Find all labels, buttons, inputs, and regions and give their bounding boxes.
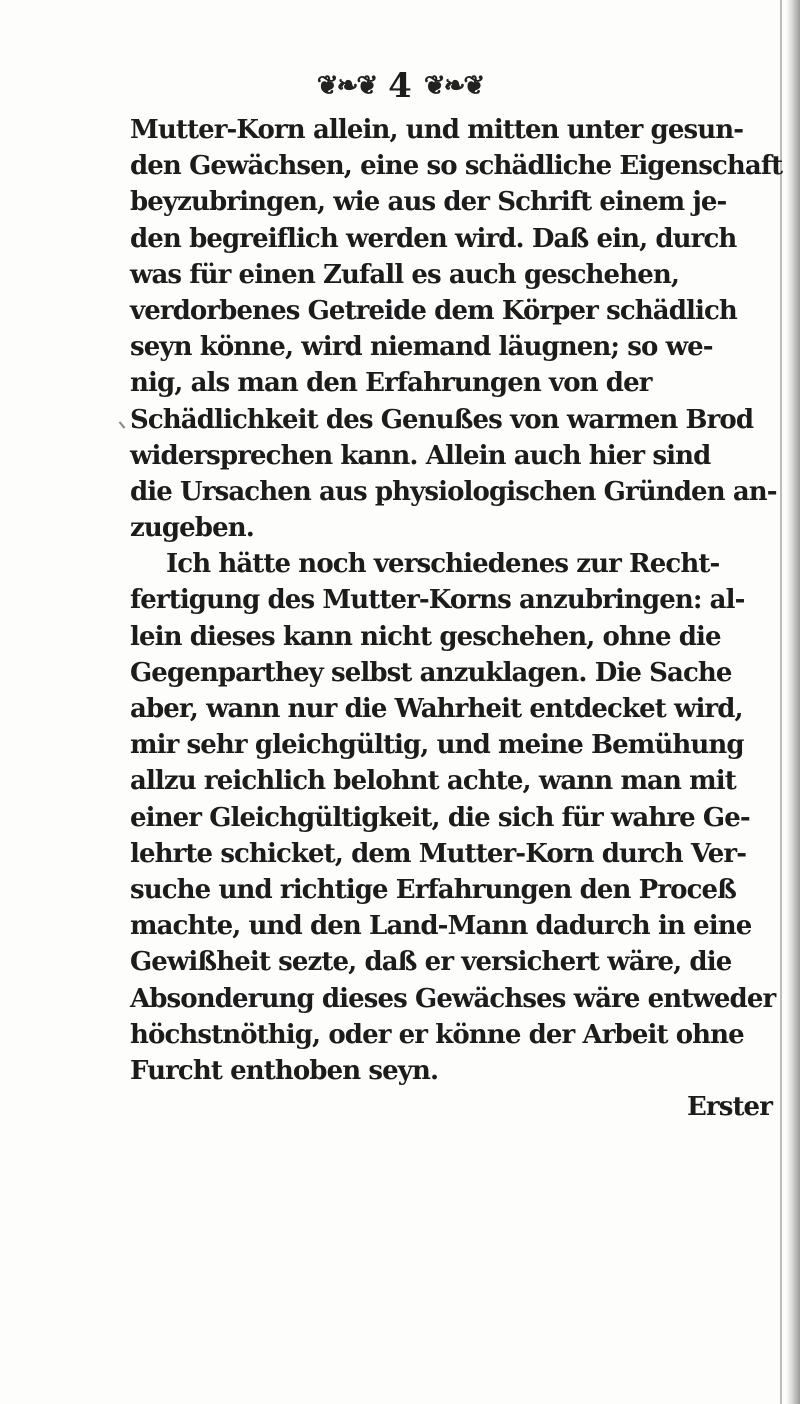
text-line: den Gewächsen, eine so schädliche Eigenschaft — [130, 151, 783, 182]
text-line: beyzubringen, wie aus der Schrift einem je- — [130, 187, 727, 218]
text-line: mir sehr gleichgültig, und meine Bemühung — [130, 730, 744, 761]
text-line: nig, als man den Erfahrungen von der — [130, 368, 652, 399]
text-line: höchstnöthig, oder er könne der Arbeit ohne — [130, 1019, 744, 1050]
paragraph-start-line: Ich hätte noch verschiedenes zur Recht- — [166, 549, 720, 580]
text-line: fertigung des Mutter-Korns anzubringen: al- — [130, 585, 745, 616]
text-line: lehrte schicket, dem Mutter-Korn durch Ver- — [130, 838, 747, 869]
ornament-left-icon: ❦❧❦ — [316, 71, 377, 101]
body-text — [130, 112, 790, 1125]
text-line: den begreiflich werden wird. Daß ein, durch — [130, 223, 737, 254]
text-line: machte, und den Land-Mann dadurch in eine — [130, 911, 752, 942]
text-line: Absonderung dieses Gewächses wäre entweder — [130, 983, 776, 1014]
text-line: Gewißheit sezte, daß er versichert wäre, die — [130, 947, 732, 978]
text-line: Schädlichkeit des Genußes von warmen Brod — [130, 404, 754, 435]
text-line: aber, wann nur die Wahrheit entdecket wird, — [130, 694, 743, 724]
text-line: zugeben. — [130, 513, 254, 544]
text-line: allzu reichlich belohnt achte, wann man mit — [130, 766, 736, 797]
text-line: lein dieses kann nicht geschehen, ohne die — [130, 621, 721, 652]
text-line: Gegenparthey selbst anzuklagen. Die Sache — [130, 657, 732, 688]
text-line: was für einen Zufall es auch geschehen, — [130, 259, 679, 290]
ornament-right-icon: ❦❧❦ — [423, 71, 484, 101]
text-line: verdorbenes Getreide dem Körper schädlich — [130, 295, 737, 326]
text-line: Mutter-Korn allein, und mitten unter gesun- — [130, 115, 744, 145]
page-number: 4 — [388, 66, 412, 106]
text-line: Furcht enthoben seyn. — [130, 1055, 439, 1086]
margin-mark — [119, 421, 126, 428]
text-line: einer Gleichgültigkeit, die sich für wahre Ge- — [130, 802, 750, 833]
text-line: die Ursachen aus physiologischen Gründen an- — [130, 476, 777, 507]
text-line: seyn könne, wird niemand läugnen; so we- — [130, 332, 713, 363]
catchword: Erster — [686, 1092, 772, 1123]
page-header — [0, 66, 800, 106]
text-line: suche und richtige Erfahrungen den Proceß — [130, 874, 737, 905]
text-line: widersprechen kann. Allein auch hier sind — [130, 440, 711, 471]
